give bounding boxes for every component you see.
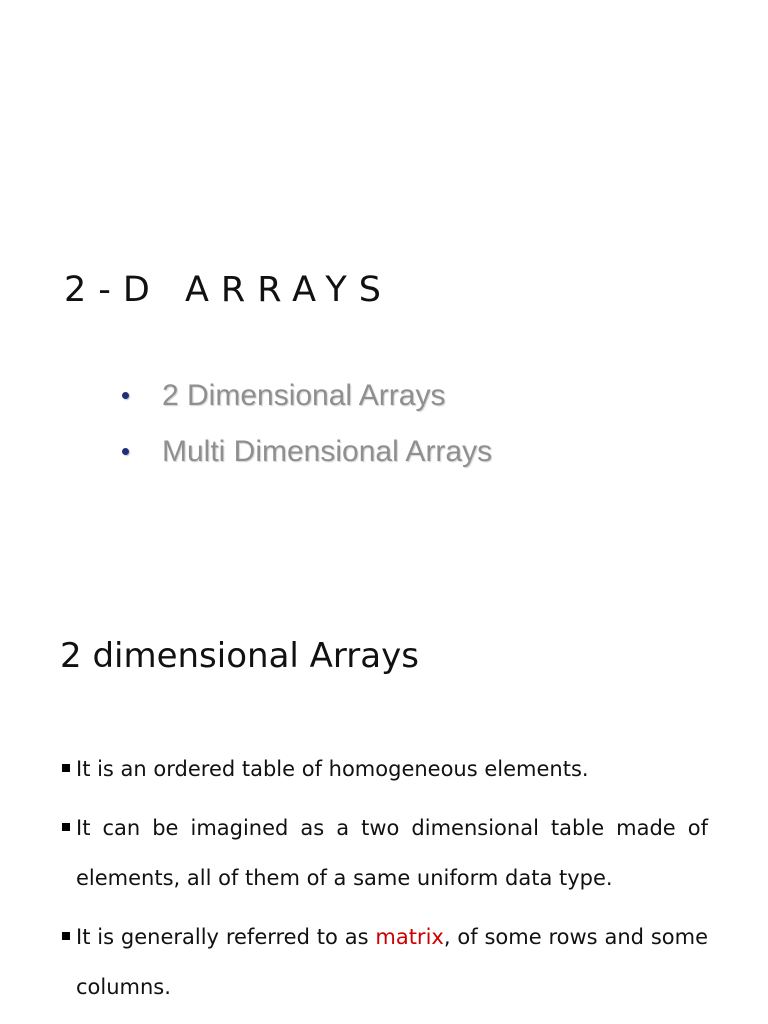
bullet-text-end: , of some rows and some columns. [76, 925, 708, 999]
bullet-text: It is an ordered table of homogeneous elements. [76, 757, 589, 781]
slide-2-bullet-list [62, 744, 708, 1021]
square-bullet-icon [62, 932, 70, 940]
bullet-text: Multi Dimensional Arrays [162, 435, 493, 468]
list-item [122, 368, 492, 424]
round-bullet-icon [122, 448, 129, 455]
round-bullet-icon [122, 392, 129, 399]
list-item [122, 424, 492, 480]
square-bullet-icon [62, 764, 70, 772]
slide-1-title: 2-D ARRAYS [64, 270, 393, 310]
list-item [62, 744, 708, 794]
list-item [62, 912, 708, 1012]
list-item [62, 803, 708, 903]
bullet-text: It can be imagined as a two dimensional table made of elements, all of them of a same uniform data type. [76, 816, 708, 890]
slide-2-title: 2 dimensional Arrays [60, 636, 419, 676]
square-bullet-icon [62, 823, 70, 831]
bullet-text: 2 Dimensional Arrays [162, 379, 446, 412]
bullet-text-start: It is generally referred to as [76, 925, 376, 949]
slide-2 [0, 512, 768, 1024]
highlighted-term: matrix [375, 925, 444, 949]
slide-1-bullet-list [122, 368, 492, 480]
